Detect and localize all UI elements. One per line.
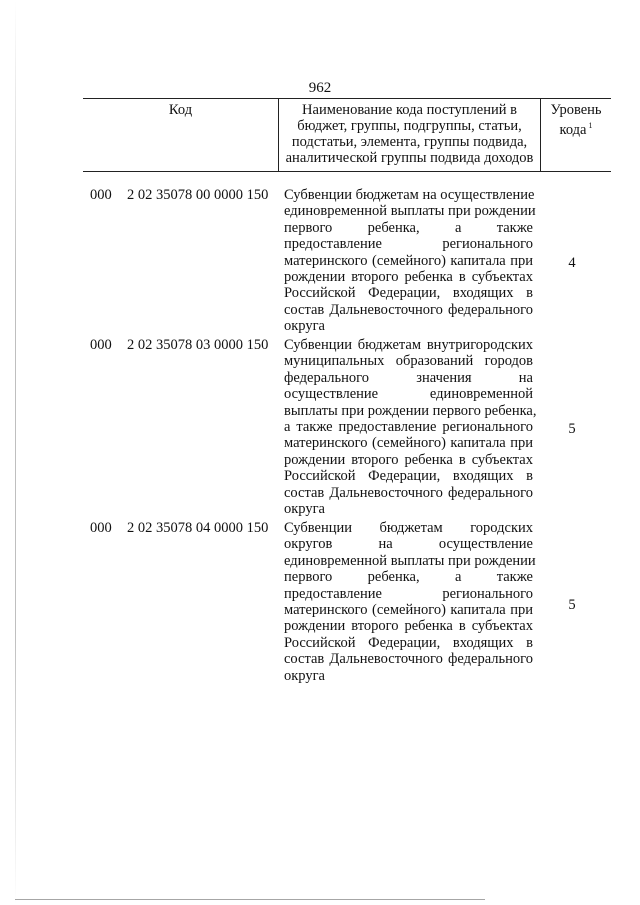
row-name-line: федерального значения на bbox=[284, 369, 533, 386]
row-name-line: Субвенции бюджетам городских bbox=[284, 520, 533, 536]
row-name-line: рождении второго ребенка в субъектах bbox=[284, 269, 533, 286]
row-name-line: а также предоставление регионального bbox=[284, 419, 533, 436]
header-level-line bbox=[541, 118, 611, 138]
row-name-line: единовременной выплаты при рождении bbox=[284, 552, 536, 569]
header-level-label: кода bbox=[559, 122, 587, 138]
row-level: 5 bbox=[568, 421, 576, 437]
row-name-line: муниципальных образований городов bbox=[284, 353, 533, 370]
row-name-line: предоставление регионального bbox=[284, 236, 533, 253]
header-name-line: Наименование кода поступлений в bbox=[302, 102, 517, 118]
row-name-line: выплаты при рождении первого ребенка, bbox=[284, 402, 537, 419]
header-name-line: бюджет, группы, подгруппы, статьи, bbox=[297, 118, 522, 134]
row-name-line: Российской Федерации, входящих в bbox=[284, 468, 533, 485]
row-name-line: осуществление единовременной bbox=[284, 386, 533, 403]
row-name-line: округа bbox=[284, 318, 325, 335]
row-name bbox=[284, 187, 536, 335]
row-prefix: 000 bbox=[90, 520, 112, 536]
scan-bottom-line bbox=[15, 899, 485, 900]
row-name-line: состав Дальневосточного федерального bbox=[284, 484, 533, 501]
header-name bbox=[279, 99, 541, 171]
row-name-line: единовременной выплаты при рождении bbox=[284, 203, 536, 220]
row-name bbox=[284, 520, 536, 684]
row-name-line: предоставление регионального bbox=[284, 585, 533, 602]
row-name-line: материнского (семейного) капитала при bbox=[284, 435, 533, 452]
row-name-line: округов на осуществление bbox=[284, 536, 533, 553]
row-name-line: Российской Федерации, входящих в bbox=[284, 634, 533, 651]
table-row bbox=[0, 187, 640, 337]
row-name-line: рождении второго ребенка в субъектах bbox=[284, 618, 533, 635]
header-code: Код bbox=[83, 99, 279, 171]
row-name-line: округа bbox=[284, 501, 325, 518]
row-name-line: Субвенции бюджетам внутригородских bbox=[284, 337, 533, 353]
row-code: 2 02 35078 00 0000 150 bbox=[127, 187, 269, 203]
row-code: 2 02 35078 04 0000 150 bbox=[127, 520, 269, 536]
row-name-line: рождении второго ребенка в субъектах bbox=[284, 451, 533, 468]
row-code: 2 02 35078 03 0000 150 bbox=[127, 337, 269, 353]
table-row bbox=[0, 520, 640, 686]
row-name-line: материнского (семейного) капитала при bbox=[284, 252, 533, 269]
row-name-line: Российской Федерации, входящих в bbox=[284, 285, 533, 302]
header-level-footnote: 1 bbox=[588, 121, 593, 130]
row-level: 4 bbox=[568, 255, 576, 271]
header-name-line: подстатьи, элемента, группы подвида, bbox=[291, 134, 528, 150]
header-level bbox=[541, 99, 611, 171]
row-name-line: первого ребенка, а также bbox=[284, 219, 533, 236]
header-name-line: аналитической группы подвида доходов bbox=[285, 150, 534, 166]
table-header bbox=[83, 98, 611, 172]
page-number: 962 bbox=[308, 80, 332, 96]
row-name-line: состав Дальневосточного федерального bbox=[284, 651, 533, 668]
row-name-line: материнского (семейного) капитала при bbox=[284, 602, 533, 619]
row-name-line: состав Дальневосточного федерального bbox=[284, 301, 533, 318]
header-level-line: Уровень bbox=[550, 102, 602, 118]
row-name-line: округа bbox=[284, 667, 325, 684]
row-name-line: первого ребенка, а также bbox=[284, 569, 533, 586]
row-prefix: 000 bbox=[90, 187, 112, 203]
row-name bbox=[284, 337, 537, 518]
row-name-line: Субвенции бюджетам на осуществление bbox=[284, 187, 535, 203]
table-row bbox=[0, 337, 640, 519]
row-prefix: 000 bbox=[90, 337, 112, 353]
row-level: 5 bbox=[568, 597, 576, 613]
